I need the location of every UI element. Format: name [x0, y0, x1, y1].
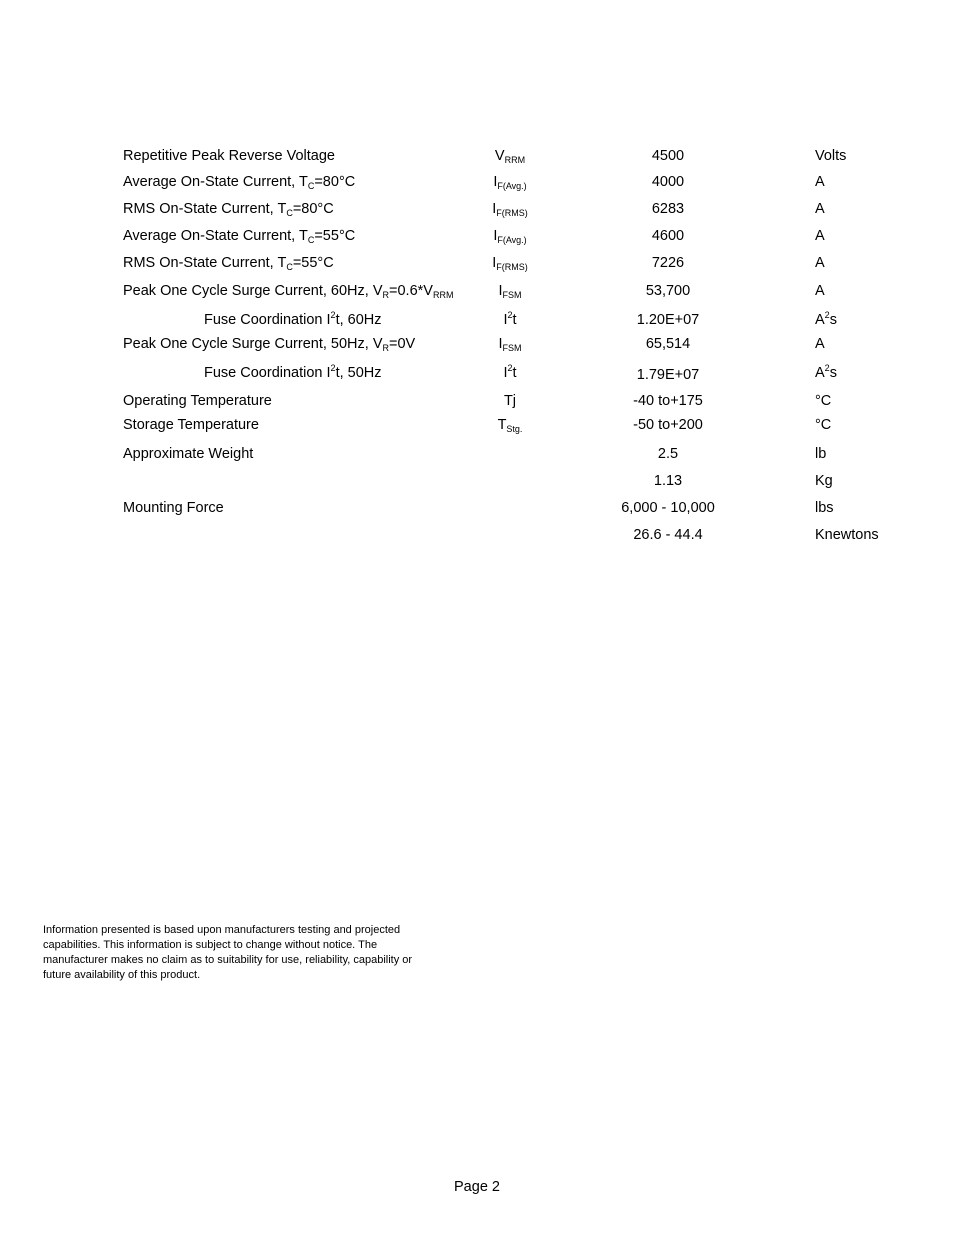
value: 53,700 [645, 283, 691, 299]
param-label: Average On-State Current, $T_C=55^\circ C$ [123, 228, 356, 245]
spec-row-if-rms-55 [0, 254, 954, 278]
disclaimer-line: manufacturer makes no claim as to suitability for use, reliability, capability or [43, 954, 413, 966]
spec-row-ifsm-50hz [0, 335, 954, 359]
param-label: Repetitive Peak Reverse Voltage [123, 148, 335, 164]
symbol: $I_{F(Avg.)}$ [493, 174, 527, 191]
param-label: Peak One Cycle Surge Current, 50Hz, $V_R=0V$ [123, 336, 416, 353]
symbol: $I^2t$ [503, 363, 517, 381]
unit: A [815, 174, 825, 190]
disclaimer [43, 923, 463, 983]
value: 4500 [651, 148, 685, 164]
unit: Volts [815, 148, 847, 164]
unit: Knewtons [815, 527, 879, 543]
param-label: RMS On-State Current, $T_C=55^\circ C$ [123, 255, 334, 272]
symbol: $I^2t$ [503, 310, 517, 328]
spec-row-i2t-60hz [0, 311, 954, 335]
unit: °C [815, 417, 832, 433]
symbol: $T_{Stg.}$ [497, 417, 523, 434]
param-label: Peak One Cycle Surge Current, 60Hz, $V_R=0.6*V_{RRM}$ [123, 283, 454, 300]
unit: A [815, 201, 825, 217]
unit: A [815, 228, 825, 244]
spec-row-operating-temp [0, 392, 954, 416]
spec-row-mounting-lbs [0, 499, 954, 523]
disclaimer-line: capabilities. This information is subject to change without notice. The [43, 939, 378, 951]
spec-row-ifsm-60hz [0, 282, 954, 306]
value: 4000 [651, 174, 685, 190]
symbol: $I_{F(Avg.)}$ [493, 228, 527, 245]
value: 7226 [651, 255, 685, 271]
param-label: Fuse Coordination $I^2t$, 60Hz [204, 310, 382, 328]
unit: A [815, 336, 825, 352]
unit: A [815, 255, 825, 271]
symbol: $I_{F(RMS)}$ [492, 201, 528, 218]
value: 4600 [651, 228, 685, 244]
unit: °C [815, 393, 832, 409]
value: 6,000 - 10,000 [621, 500, 715, 516]
param-label: Fuse Coordination $I^2t$, 50Hz [204, 363, 382, 381]
value: 1.20E+07 [636, 312, 700, 328]
unit: lb [815, 446, 827, 462]
page-number: Page 2 [454, 1179, 500, 1195]
value: 65,514 [645, 336, 691, 352]
param-label: Storage Temperature [123, 417, 259, 433]
value: -40 to+175 [633, 393, 703, 409]
param-label: RMS On-State Current, $T_C=80^\circ C$ [123, 201, 334, 218]
unit: lbs [815, 500, 834, 516]
value: 1.13 [653, 473, 683, 489]
value: 26.6 - 44.4 [633, 527, 703, 543]
spec-row-if-avg-80 [0, 173, 954, 197]
unit: A [815, 283, 825, 299]
symbol: $I_{FSM}$ [498, 336, 522, 353]
spec-row-weight-lb [0, 445, 954, 469]
spec-row-if-rms-80 [0, 200, 954, 224]
unit: $A^2s$ [815, 310, 837, 328]
param-label: Average On-State Current, $T_C=80^\circ C$ [123, 174, 356, 191]
unit: $A^2s$ [815, 363, 837, 381]
symbol: $I_{FSM}$ [498, 283, 522, 300]
value: -50 to+200 [633, 417, 703, 433]
disclaimer-line: future availability of this product. [43, 969, 201, 981]
spec-row-weight-kg [0, 472, 954, 496]
disclaimer-line: Information presented is based upon manufacturers testing and projected [43, 924, 401, 936]
value: 2.5 [657, 446, 679, 462]
spec-row-mounting-kn [0, 526, 954, 550]
unit: Kg [815, 473, 833, 489]
spec-row-if-avg-55 [0, 227, 954, 251]
value: 1.79E+07 [636, 367, 700, 383]
spec-row-storage-temp [0, 416, 954, 440]
param-label: Operating Temperature [123, 393, 272, 409]
symbol: Tj [503, 393, 517, 409]
value: 6283 [651, 201, 685, 217]
symbol: $I_{F(RMS)}$ [492, 255, 528, 272]
spec-row-vrrm [0, 147, 954, 171]
param-label: Approximate Weight [123, 446, 254, 462]
spec-row-i2t-50hz [0, 364, 954, 388]
param-label: Mounting Force [123, 500, 224, 516]
symbol: $V_{RRM}$ [494, 148, 526, 165]
